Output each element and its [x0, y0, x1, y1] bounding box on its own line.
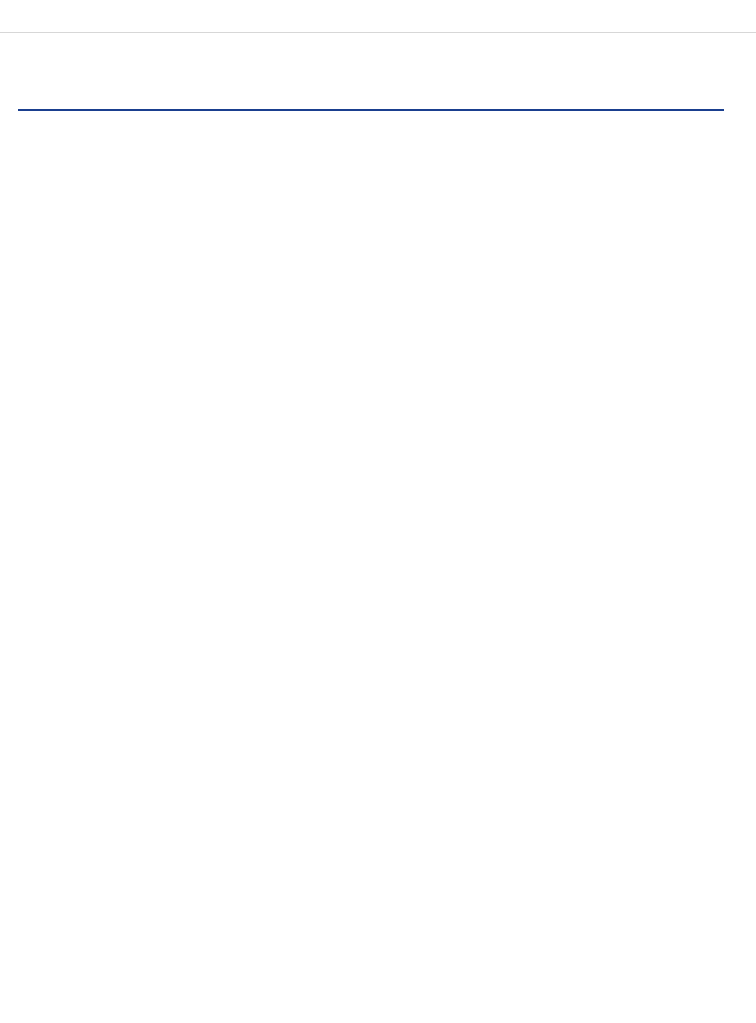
- header-tags: [22, 9, 50, 23]
- title-divider: [18, 109, 724, 111]
- header-divider: [0, 32, 756, 33]
